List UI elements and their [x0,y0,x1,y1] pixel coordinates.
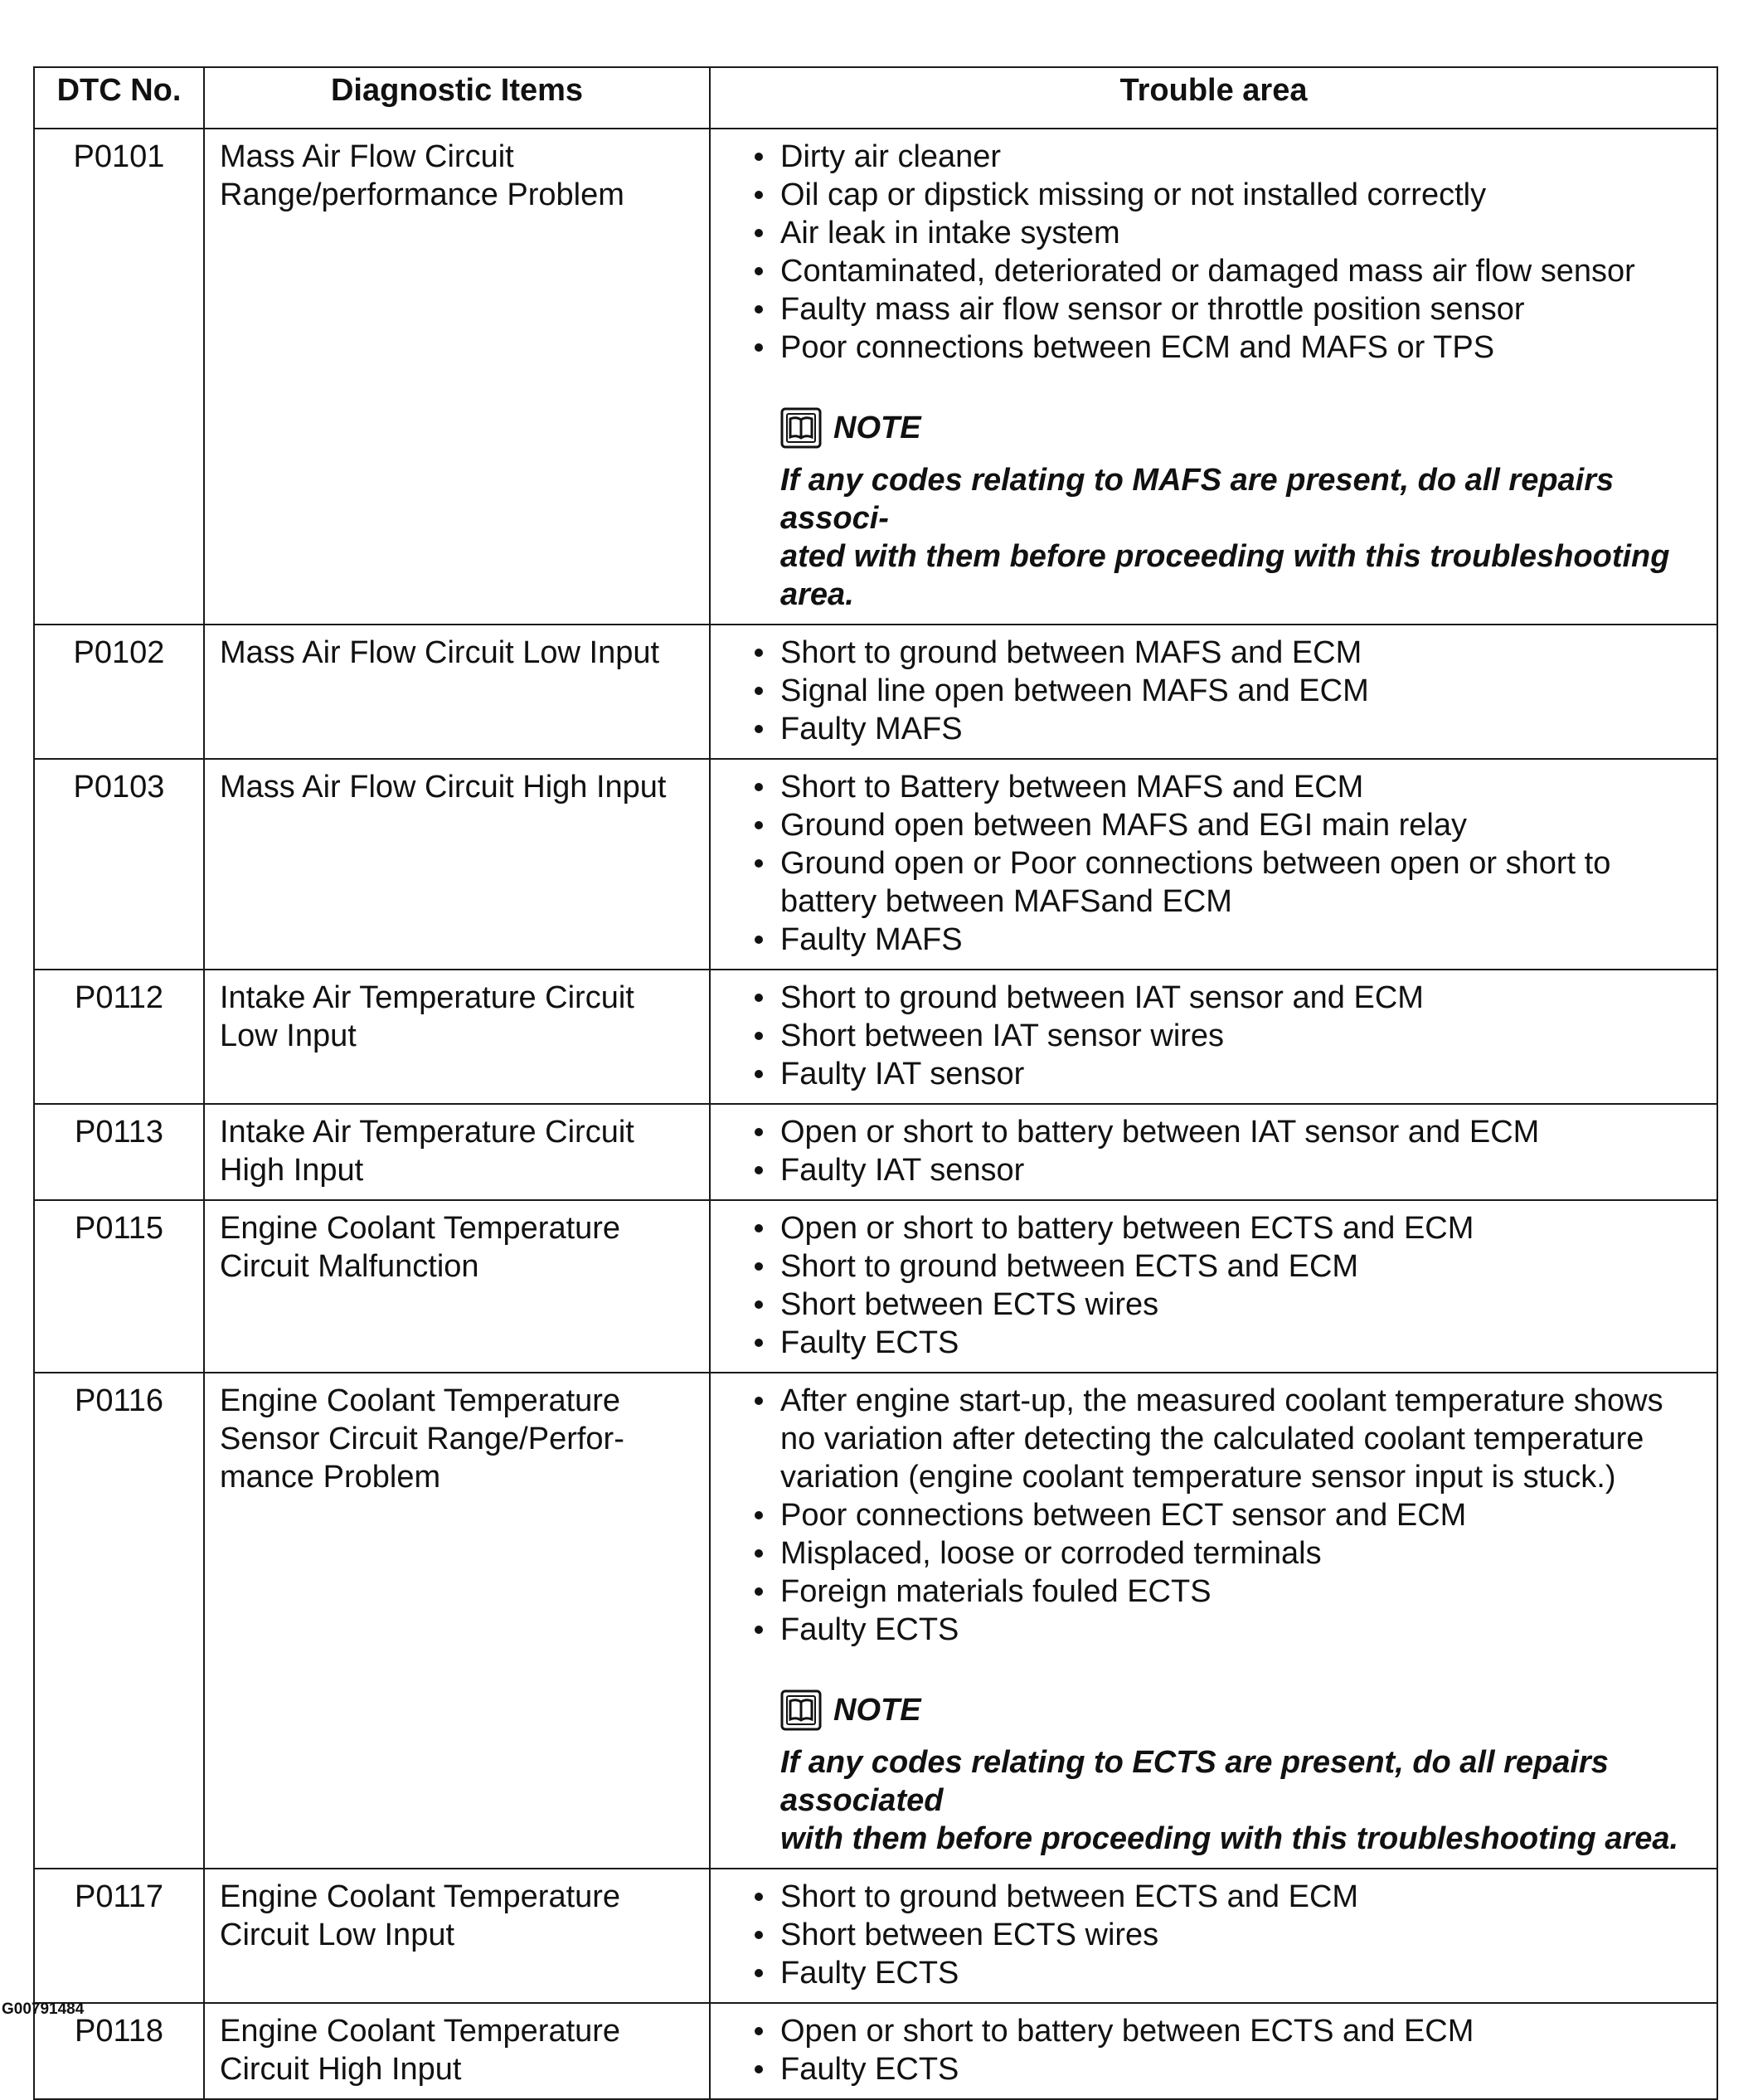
diagnostic-item-line: Low Input [220,1018,357,1053]
table-row [34,129,1717,625]
dtc-code: P0112 [34,970,204,1104]
dtc-code: P0116 [34,1373,204,1869]
trouble-list [752,1113,1705,1189]
dtc-code: P0113 [34,1104,204,1200]
trouble-item: Open or short to battery between ECTS and ECM [780,1209,1705,1247]
table-row [34,1104,1717,1200]
diagnostic-item-line: Circuit Low Input [220,1918,455,1952]
note-text-line: with them before proceeding with this troubleshooting area. [780,1821,1679,1856]
trouble-item: Dirty air cleaner [780,138,1705,176]
note-title: NOTE [833,1693,921,1728]
trouble-area [710,1373,1717,1869]
dtc-code: P0101 [34,129,204,625]
trouble-item: Short to ground between IAT sensor and ECM [780,979,1705,1017]
trouble-area [710,129,1717,625]
diagnostic-item-line: Sensor Circuit Range/Perfor- [220,1422,624,1456]
trouble-item: Poor connections between ECT sensor and ECM [780,1496,1705,1534]
trouble-item: Faulty ECTS [780,2050,1705,2088]
trouble-list [752,979,1705,1093]
trouble-item: Faulty MAFS [780,710,1705,748]
trouble-item: Faulty IAT sensor [780,1151,1705,1189]
trouble-list [752,1878,1705,1992]
note-heading [780,1687,1705,1733]
trouble-item: Ground open or Poor connections between open or short to battery between MAFSand ECM [780,844,1705,921]
diagnostic-item [204,625,710,759]
diagnostic-item-line: mance Problem [220,1460,441,1495]
table-row [34,759,1717,970]
book-icon [780,1689,822,1731]
trouble-item: After engine start-up, the measured coolant temperature shows no variation after detecting the calculated coolant temperature variation (engine coolant temperature sensor input is stuck.) [780,1382,1705,1496]
trouble-list [752,1209,1705,1362]
trouble-area [710,1104,1717,1200]
trouble-item: Short between ECTS wires [780,1286,1705,1324]
note-text-line: If any codes relating to ECTS are present, do all repairs associated [780,1745,1609,1818]
table-row [34,2003,1717,2099]
header-dtc-no: DTC No. [34,67,204,129]
diagnostic-item-line: Engine Coolant Temperature [220,1211,621,1246]
diagnostic-item [204,759,710,970]
trouble-item: Poor connections between ECM and MAFS or TPS [780,328,1705,367]
trouble-item: Faulty ECTS [780,1324,1705,1362]
diagnostic-item [204,1104,710,1200]
diagnostic-item-line: Circuit Malfunction [220,1249,479,1284]
diagnostic-item [204,1373,710,1869]
header-row [34,67,1717,129]
trouble-item: Short to Battery between MAFS and ECM [780,768,1705,806]
dtc-code: P0117 [34,1869,204,2003]
header-diagnostic-items: Diagnostic Items [204,67,710,129]
trouble-list [752,768,1705,959]
note-text-line: If any codes relating to MAFS are present, do all repairs associ- [780,463,1615,536]
diagnostic-item-line: Engine Coolant Temperature [220,2014,621,2049]
diagnostic-item [204,1200,710,1373]
figure-id: G00791484 [2,2000,85,2018]
trouble-item: Foreign materials fouled ECTS [780,1573,1705,1611]
trouble-list [752,138,1705,367]
table-row [34,1200,1717,1373]
trouble-item: Short between IAT sensor wires [780,1017,1705,1055]
diagnostic-item-line: Circuit High Input [220,2052,462,2087]
diagnostic-item [204,129,710,625]
trouble-item: Short to ground between ECTS and ECM [780,1247,1705,1286]
trouble-item: Oil cap or dipstick missing or not installed correctly [780,176,1705,214]
diagnostic-item-line: Range/performance Problem [220,177,624,212]
trouble-area [710,759,1717,970]
diagnostic-item-line: Intake Air Temperature Circuit [220,1115,634,1150]
diagnostic-item-line: Mass Air Flow Circuit High Input [220,770,667,805]
dtc-code: P0115 [34,1200,204,1373]
trouble-item: Open or short to battery between IAT sensor and ECM [780,1113,1705,1151]
diagnostic-item-line: Engine Coolant Temperature [220,1383,621,1418]
note-text [780,461,1705,614]
trouble-item: Signal line open between MAFS and ECM [780,672,1705,710]
diagnostic-item-line: High Input [220,1153,364,1188]
trouble-item: Faulty ECTS [780,1611,1705,1649]
dtc-table [33,66,1718,2100]
trouble-item: Short to ground between ECTS and ECM [780,1878,1705,1916]
trouble-list [752,2012,1705,2088]
trouble-item: Open or short to battery between ECTS and ECM [780,2012,1705,2050]
trouble-area [710,1869,1717,2003]
trouble-item: Air leak in intake system [780,214,1705,252]
dtc-code: P0118 [34,2003,204,2099]
trouble-area [710,625,1717,759]
book-icon [780,407,822,449]
trouble-list [752,634,1705,748]
trouble-item: Ground open between MAFS and EGI main relay [780,806,1705,844]
diagnostic-item-line: Intake Air Temperature Circuit [220,980,634,1015]
diagnostic-item [204,2003,710,2099]
trouble-area [710,1200,1717,1373]
note-text [780,1743,1705,1858]
note-title: NOTE [833,411,921,445]
trouble-item: Faulty MAFS [780,921,1705,959]
note-heading [780,405,1705,451]
table-body [34,129,1717,2099]
diagnostic-item-line: Engine Coolant Temperature [220,1879,621,1914]
dtc-code: P0103 [34,759,204,970]
diagnostic-item-line: Mass Air Flow Circuit [220,139,514,174]
trouble-item: Misplaced, loose or corroded terminals [780,1534,1705,1573]
trouble-list [752,1382,1705,1649]
trouble-area [710,2003,1717,2099]
diagnostic-item-line: Mass Air Flow Circuit Low Input [220,635,660,670]
diagnostic-item [204,970,710,1104]
diagnostic-item [204,1869,710,2003]
trouble-item: Short to ground between MAFS and ECM [780,634,1705,672]
trouble-item: Contaminated, deteriorated or damaged mass air flow sensor [780,252,1705,290]
trouble-item: Faulty mass air flow sensor or throttle position sensor [780,290,1705,328]
note-text-line: ated with them before proceeding with this troubleshooting area. [780,539,1670,612]
trouble-item: Faulty IAT sensor [780,1055,1705,1093]
header-trouble-area: Trouble area [710,67,1717,129]
table-row [34,625,1717,759]
table-row [34,1869,1717,2003]
trouble-area [710,970,1717,1104]
table-row [34,970,1717,1104]
table-row [34,1373,1717,1869]
dtc-code: P0102 [34,625,204,759]
trouble-item: Short between ECTS wires [780,1916,1705,1954]
trouble-item: Faulty ECTS [780,1954,1705,1992]
